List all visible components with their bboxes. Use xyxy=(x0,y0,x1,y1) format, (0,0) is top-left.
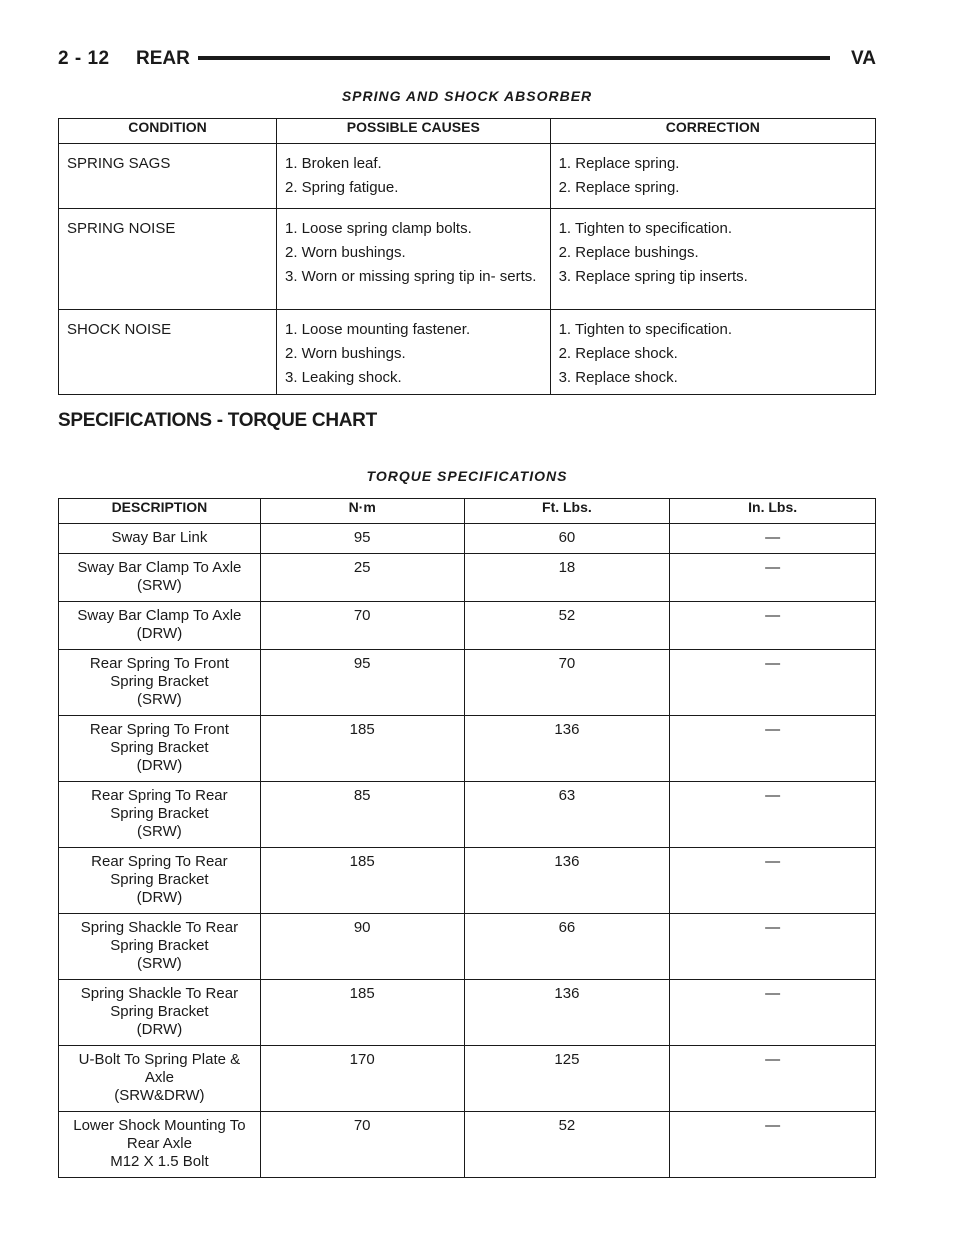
ft-lbs-cell: 125 xyxy=(464,1046,670,1112)
correction-line: 2. Replace bushings. xyxy=(558,244,699,261)
correction-cell xyxy=(550,209,875,310)
condition-text: SPRING SAGS xyxy=(67,155,171,172)
correction-line: 3. Replace shock. xyxy=(558,369,678,386)
page-header xyxy=(58,44,876,72)
nm-cell: 25 xyxy=(260,554,464,602)
in-lbs-cell: — xyxy=(670,914,876,980)
condition-text: SPRING NOISE xyxy=(67,220,176,237)
header-rule xyxy=(198,56,830,60)
correction-cell xyxy=(550,310,875,395)
ft-lbs-cell: 63 xyxy=(464,782,670,848)
description-cell: Rear Spring To Rear Spring Bracket (DRW) xyxy=(59,848,261,914)
nm-cell: 85 xyxy=(260,782,464,848)
causes-line: 1. Loose mounting fastener. xyxy=(284,321,471,338)
nm-cell: 185 xyxy=(260,980,464,1046)
condition-text: SHOCK NOISE xyxy=(67,321,172,338)
table-row xyxy=(59,1046,876,1112)
ft-lbs-cell: 136 xyxy=(464,716,670,782)
in-lbs-cell: — xyxy=(670,980,876,1046)
condition-cell xyxy=(59,209,277,310)
torque-header-row xyxy=(59,499,876,524)
column-header-causes: POSSIBLE CAUSES xyxy=(276,119,550,144)
nm-cell: 185 xyxy=(260,716,464,782)
causes-cell xyxy=(276,144,550,209)
column-header-correction: CORRECTION xyxy=(550,119,875,144)
diagnosis-row xyxy=(59,144,876,209)
causes-line: 2. Worn bushings. xyxy=(284,244,406,261)
column-header-ft-lbs: Ft. Lbs. xyxy=(464,499,670,524)
diagnosis-caption: SPRING AND SHOCK ABSORBER xyxy=(341,88,593,104)
column-header-nm: N·m xyxy=(260,499,464,524)
causes-line: 1. Loose spring clamp bolts. xyxy=(284,220,472,237)
in-lbs-cell: — xyxy=(670,716,876,782)
diagnosis-row xyxy=(59,310,876,395)
condition-cell xyxy=(59,144,277,209)
diagnosis-row xyxy=(59,209,876,310)
table-row xyxy=(59,980,876,1046)
column-header-in-lbs: In. Lbs. xyxy=(670,499,876,524)
in-lbs-cell: — xyxy=(670,554,876,602)
ft-lbs-cell: 60 xyxy=(464,524,670,554)
column-header-description: DESCRIPTION xyxy=(59,499,261,524)
in-lbs-cell: — xyxy=(670,1046,876,1112)
table-row xyxy=(59,1112,876,1178)
description-cell: Sway Bar Link xyxy=(59,524,261,554)
causes-cell xyxy=(276,209,550,310)
description-cell: Rear Spring To Front Spring Bracket (DRW) xyxy=(59,716,261,782)
description-cell: Spring Shackle To Rear Spring Bracket (DRW) xyxy=(59,980,261,1046)
description-cell: Sway Bar Clamp To Axle (SRW) xyxy=(59,554,261,602)
correction-line: 1. Tighten to specification. xyxy=(558,220,733,237)
table-row xyxy=(59,554,876,602)
correction-line: 2. Replace spring. xyxy=(558,179,680,196)
section-name: REAR xyxy=(136,48,190,69)
page-number: 2 - 12 xyxy=(58,48,110,69)
nm-cell: 95 xyxy=(260,524,464,554)
table-row xyxy=(59,524,876,554)
causes-line: 2. Worn bushings. xyxy=(284,345,406,362)
table-row xyxy=(59,848,876,914)
nm-cell: 90 xyxy=(260,914,464,980)
correction-line: 1. Replace spring. xyxy=(558,155,680,172)
ft-lbs-cell: 18 xyxy=(464,554,670,602)
torque-table xyxy=(58,498,876,1178)
correction-line: 1. Tighten to specification. xyxy=(558,321,733,338)
table-row xyxy=(59,914,876,980)
column-header-condition: CONDITION xyxy=(59,119,277,144)
nm-cell: 185 xyxy=(260,848,464,914)
table-row xyxy=(59,650,876,716)
correction-cell xyxy=(550,144,875,209)
torque-caption: TORQUE SPECIFICATIONS xyxy=(366,468,568,484)
model-code: VA xyxy=(851,48,876,69)
condition-cell xyxy=(59,310,277,395)
causes-cell xyxy=(276,310,550,395)
table-row xyxy=(59,602,876,650)
description-cell: Lower Shock Mounting To Rear Axle M12 X 1.5 Bolt xyxy=(59,1112,261,1178)
nm-cell: 70 xyxy=(260,1112,464,1178)
causes-line: 3. Leaking shock. xyxy=(284,369,402,386)
ft-lbs-cell: 136 xyxy=(464,980,670,1046)
table-row xyxy=(59,716,876,782)
ft-lbs-cell: 66 xyxy=(464,914,670,980)
description-cell: Rear Spring To Rear Spring Bracket (SRW) xyxy=(59,782,261,848)
nm-cell: 70 xyxy=(260,602,464,650)
correction-line: 3. Replace spring tip inserts. xyxy=(558,268,748,285)
table-row xyxy=(59,782,876,848)
diagnosis-table xyxy=(58,118,876,395)
in-lbs-cell: — xyxy=(670,650,876,716)
in-lbs-cell: — xyxy=(670,602,876,650)
in-lbs-cell: — xyxy=(670,1112,876,1178)
correction-line: 2. Replace shock. xyxy=(558,345,678,362)
ft-lbs-cell: 52 xyxy=(464,1112,670,1178)
nm-cell: 95 xyxy=(260,650,464,716)
ft-lbs-cell: 52 xyxy=(464,602,670,650)
causes-line: 3. Worn or missing spring tip in- serts. xyxy=(284,268,537,285)
diagnosis-header-row xyxy=(59,119,876,144)
in-lbs-cell: — xyxy=(670,782,876,848)
description-cell: U-Bolt To Spring Plate & Axle (SRW&DRW) xyxy=(59,1046,261,1112)
section-title: SPECIFICATIONS - TORQUE CHART xyxy=(58,410,377,431)
ft-lbs-cell: 70 xyxy=(464,650,670,716)
description-cell: Rear Spring To Front Spring Bracket (SRW) xyxy=(59,650,261,716)
nm-cell: 170 xyxy=(260,1046,464,1112)
description-cell: Sway Bar Clamp To Axle (DRW) xyxy=(59,602,261,650)
in-lbs-cell: — xyxy=(670,524,876,554)
causes-line: 2. Spring fatigue. xyxy=(284,179,399,196)
in-lbs-cell: — xyxy=(670,848,876,914)
description-cell: Spring Shackle To Rear Spring Bracket (SRW) xyxy=(59,914,261,980)
causes-line: 1. Broken leaf. xyxy=(284,155,382,172)
ft-lbs-cell: 136 xyxy=(464,848,670,914)
